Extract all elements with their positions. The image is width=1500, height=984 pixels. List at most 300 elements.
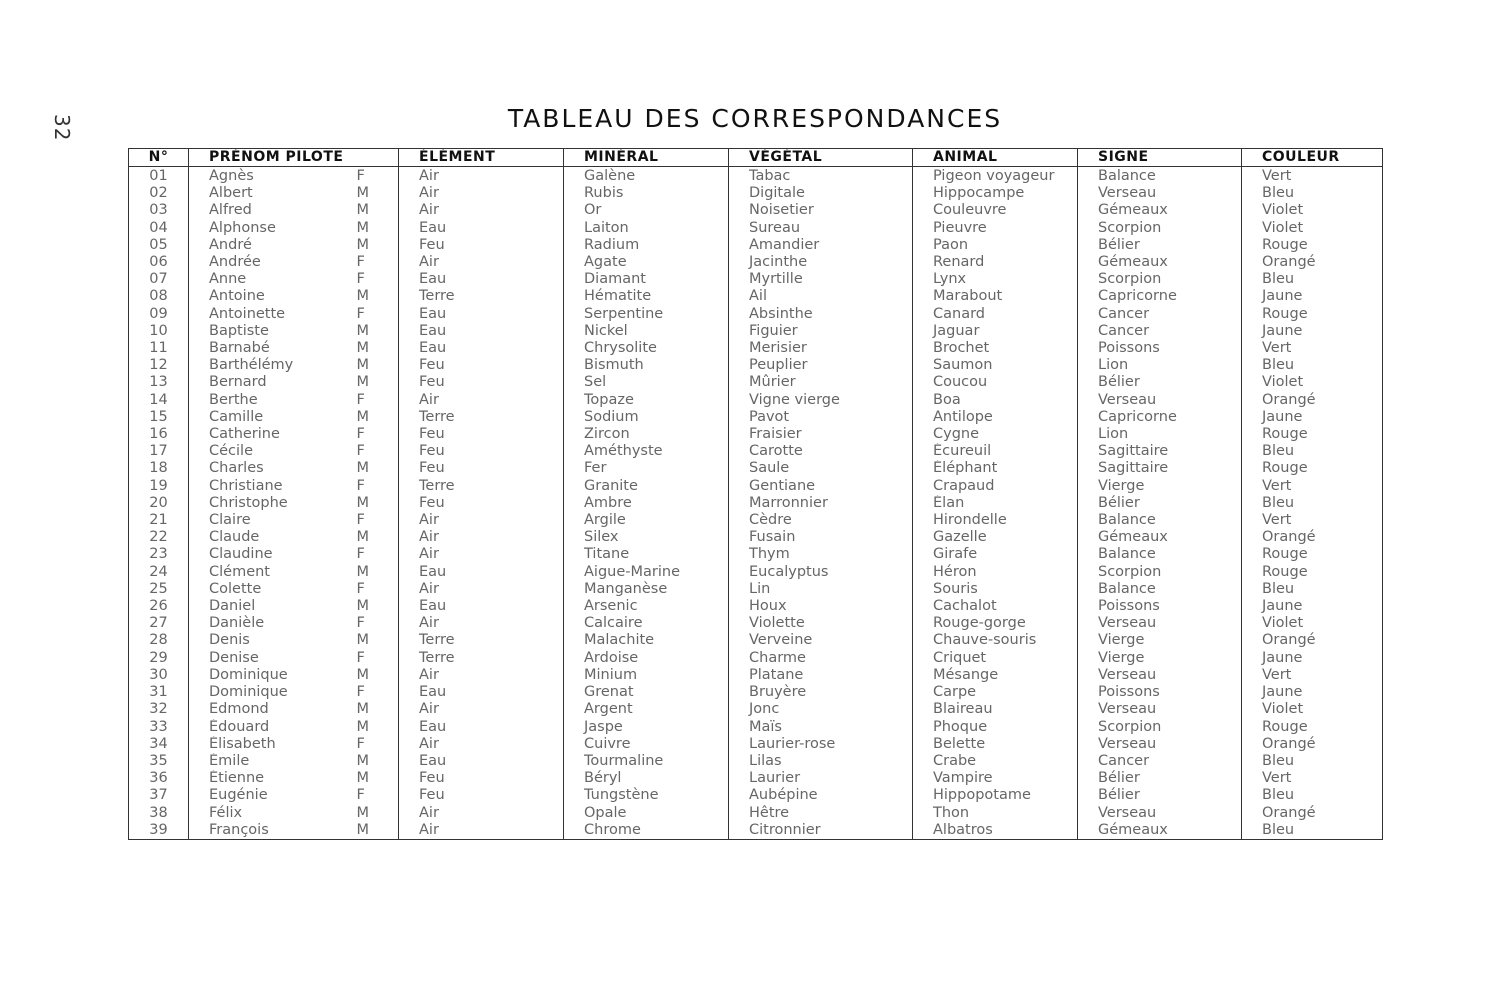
cell-prenom: Berthe	[189, 392, 357, 409]
table-row	[129, 495, 1383, 512]
cell-signe: Bélier	[1078, 770, 1242, 787]
cell-animal: Brochet	[913, 340, 1078, 357]
cell-num: 39	[149, 821, 168, 838]
cell-signe: Scorpion	[1078, 220, 1242, 237]
cell-animal: Crapaud	[913, 478, 1078, 495]
cell-mineral: Nickel	[564, 323, 729, 340]
table-row	[129, 409, 1383, 426]
cell-vegetal: Cèdre	[729, 512, 913, 529]
cell-sex: M	[356, 752, 370, 769]
cell-couleur: Bleu	[1242, 753, 1383, 770]
cell-element: Air	[399, 581, 564, 598]
cell-num: 14	[149, 391, 168, 408]
cell-element: Air	[399, 167, 564, 186]
cell-sex: M	[356, 408, 370, 425]
cell-vegetal: Hêtre	[729, 805, 913, 822]
cell-animal: Renard	[913, 254, 1078, 271]
cell-animal: Phoque	[913, 719, 1078, 736]
header-animal: ANIMAL	[913, 149, 1078, 167]
cell-element: Eau	[399, 753, 564, 770]
cell-couleur: Rouge	[1242, 306, 1383, 323]
table-row	[129, 684, 1383, 701]
cell-vegetal: Laurier-rose	[729, 736, 913, 753]
cell-prenom: Anne	[189, 271, 357, 288]
cell-sex: M	[356, 460, 370, 477]
cell-animal: Écureuil	[913, 443, 1078, 460]
cell-mineral: Diamant	[564, 271, 729, 288]
cell-vegetal: Amandier	[729, 237, 913, 254]
cell-num: 38	[149, 804, 168, 821]
cell-signe: Sagittaire	[1078, 460, 1242, 477]
cell-animal: Couleuvre	[913, 202, 1078, 219]
cell-element: Feu	[399, 426, 564, 443]
cell-sex: F	[356, 168, 365, 184]
cell-signe: Verseau	[1078, 667, 1242, 684]
cell-num: 36	[149, 770, 168, 787]
cell-prenom: Christiane	[189, 478, 357, 495]
cell-couleur: Orangé	[1242, 392, 1383, 409]
cell-vegetal: Pavot	[729, 409, 913, 426]
cell-num: 21	[149, 512, 168, 529]
cell-prenom: Clément	[189, 564, 357, 581]
cell-mineral: Manganèse	[564, 581, 729, 598]
cell-prenom: Barthélémy	[189, 357, 357, 374]
table-row	[129, 357, 1383, 374]
cell-num: 11	[149, 340, 168, 357]
table-row	[129, 581, 1383, 598]
cell-vegetal: Vigne vierge	[729, 392, 913, 409]
cell-sex: F	[356, 426, 365, 443]
cell-prenom: Edmond	[189, 701, 357, 718]
cell-element: Eau	[399, 564, 564, 581]
cell-signe: Verseau	[1078, 615, 1242, 632]
cell-num: 37	[149, 787, 168, 804]
cell-animal: Jaguar	[913, 323, 1078, 340]
cell-vegetal: Ail	[729, 288, 913, 305]
cell-element: Air	[399, 254, 564, 271]
cell-signe: Gémeaux	[1078, 202, 1242, 219]
cell-num: 04	[149, 219, 168, 236]
cell-prenom: François	[189, 822, 357, 840]
table-row	[129, 770, 1383, 787]
cell-mineral: Radium	[564, 237, 729, 254]
cell-animal: Hirondelle	[913, 512, 1078, 529]
cell-signe: Lion	[1078, 426, 1242, 443]
cell-vegetal: Noisetier	[729, 202, 913, 219]
cell-element: Feu	[399, 237, 564, 254]
cell-couleur: Rouge	[1242, 237, 1383, 254]
cell-num: 27	[149, 615, 168, 632]
cell-mineral: Argile	[564, 512, 729, 529]
cell-element: Feu	[399, 460, 564, 477]
cell-vegetal: Peuplier	[729, 357, 913, 374]
header-couleur: COULEUR	[1242, 149, 1383, 167]
cell-couleur: Rouge	[1242, 460, 1383, 477]
cell-animal: Mésange	[913, 667, 1078, 684]
cell-couleur: Orangé	[1242, 805, 1383, 822]
cell-element: Feu	[399, 374, 564, 391]
table-row	[129, 650, 1383, 667]
cell-couleur: Rouge	[1242, 546, 1383, 563]
cell-num: 16	[149, 426, 168, 443]
cell-animal: Albatros	[913, 822, 1078, 840]
table-row	[129, 719, 1383, 736]
header-vegetal: VÉGÉTAL	[729, 149, 913, 167]
cell-element: Air	[399, 392, 564, 409]
header-element: ÉLÉMENT	[399, 149, 564, 167]
cell-animal: Éléphant	[913, 460, 1078, 477]
cell-animal: Saumon	[913, 357, 1078, 374]
cell-element: Air	[399, 202, 564, 219]
cell-num: 34	[149, 735, 168, 752]
cell-vegetal: Marronnier	[729, 495, 913, 512]
cell-signe: Bélier	[1078, 787, 1242, 804]
table-body	[129, 167, 1383, 840]
cell-mineral: Améthyste	[564, 443, 729, 460]
cell-element: Eau	[399, 340, 564, 357]
cell-couleur: Orangé	[1242, 254, 1383, 271]
cell-mineral: Ardoise	[564, 650, 729, 667]
cell-signe: Verseau	[1078, 736, 1242, 753]
cell-vegetal: Violette	[729, 615, 913, 632]
cell-animal: Belette	[913, 736, 1078, 753]
cell-mineral: Zircon	[564, 426, 729, 443]
cell-animal: Élan	[913, 495, 1078, 512]
cell-sex: M	[356, 185, 370, 202]
cell-element: Feu	[399, 495, 564, 512]
cell-mineral: Opale	[564, 805, 729, 822]
cell-signe: Balance	[1078, 512, 1242, 529]
cell-prenom: Claude	[189, 529, 357, 546]
cell-couleur: Vert	[1242, 667, 1383, 684]
cell-prenom: Claudine	[189, 546, 357, 563]
cell-num: 05	[149, 236, 168, 253]
cell-signe: Vierge	[1078, 478, 1242, 495]
cell-vegetal: Tabac	[729, 167, 913, 186]
cell-prenom: André	[189, 237, 357, 254]
cell-signe: Scorpion	[1078, 564, 1242, 581]
cell-signe: Balance	[1078, 546, 1242, 563]
cell-prenom: Daniel	[189, 598, 357, 615]
cell-sex: F	[356, 684, 365, 701]
cell-element: Eau	[399, 220, 564, 237]
cell-prenom: Albert	[189, 185, 357, 202]
cell-element: Terre	[399, 650, 564, 667]
cell-element: Air	[399, 736, 564, 753]
cell-num: 02	[149, 185, 168, 202]
cell-element: Eau	[399, 684, 564, 701]
cell-mineral: Malachite	[564, 632, 729, 649]
cell-sex: F	[356, 271, 365, 288]
cell-mineral: Fer	[564, 460, 729, 477]
cell-signe: Poissons	[1078, 598, 1242, 615]
cell-animal: Antilope	[913, 409, 1078, 426]
cell-prenom: Agnès	[189, 167, 357, 186]
cell-element: Air	[399, 615, 564, 632]
cell-prenom: Émile	[189, 753, 357, 770]
cell-signe: Verseau	[1078, 392, 1242, 409]
table-row	[129, 598, 1383, 615]
cell-element: Air	[399, 512, 564, 529]
cell-prenom: Alphonse	[189, 220, 357, 237]
cell-animal: Pieuvre	[913, 220, 1078, 237]
table-row	[129, 392, 1383, 409]
table-row	[129, 667, 1383, 684]
cell-vegetal: Myrtille	[729, 271, 913, 288]
cell-animal: Pigeon voyageur	[913, 167, 1078, 186]
cell-vegetal: Fraisier	[729, 426, 913, 443]
cell-sex: M	[356, 374, 370, 391]
cell-sex: M	[356, 236, 370, 253]
cell-sex: M	[356, 322, 370, 339]
cell-animal: Girafe	[913, 546, 1078, 563]
cell-sex: M	[356, 357, 370, 374]
cell-prenom: Cécile	[189, 443, 357, 460]
cell-vegetal: Platane	[729, 667, 913, 684]
cell-sex: M	[356, 821, 370, 838]
table-row	[129, 426, 1383, 443]
cell-signe: Bélier	[1078, 374, 1242, 391]
cell-couleur: Bleu	[1242, 185, 1383, 202]
cell-animal: Rouge-gorge	[913, 615, 1078, 632]
cell-animal: Marabout	[913, 288, 1078, 305]
cell-sex: F	[356, 735, 365, 752]
cell-sex: F	[356, 787, 365, 804]
cell-num: 10	[149, 322, 168, 339]
cell-prenom: Barnabé	[189, 340, 357, 357]
cell-mineral: Bismuth	[564, 357, 729, 374]
table-row	[129, 632, 1383, 649]
cell-signe: Cancer	[1078, 753, 1242, 770]
table-row	[129, 254, 1383, 271]
cell-mineral: Silex	[564, 529, 729, 546]
cell-mineral: Aigue-Marine	[564, 564, 729, 581]
cell-vegetal: Carotte	[729, 443, 913, 460]
cell-vegetal: Digitale	[729, 185, 913, 202]
cell-animal: Lynx	[913, 271, 1078, 288]
cell-vegetal: Fusain	[729, 529, 913, 546]
cell-num: 32	[149, 701, 168, 718]
cell-sex: M	[356, 494, 370, 511]
cell-vegetal: Jacinthe	[729, 254, 913, 271]
cell-animal: Cygne	[913, 426, 1078, 443]
cell-sex: M	[356, 563, 370, 580]
table-row	[129, 306, 1383, 323]
cell-animal: Paon	[913, 237, 1078, 254]
table-row	[129, 220, 1383, 237]
cell-prenom: Baptiste	[189, 323, 357, 340]
cell-prenom: Antoinette	[189, 306, 357, 323]
cell-couleur: Rouge	[1242, 719, 1383, 736]
table-row	[129, 787, 1383, 804]
cell-sex: M	[356, 718, 370, 735]
cell-vegetal: Lilas	[729, 753, 913, 770]
table-row	[129, 237, 1383, 254]
cell-num: 22	[149, 529, 168, 546]
cell-animal: Thon	[913, 805, 1078, 822]
table-row	[129, 478, 1383, 495]
table-row	[129, 167, 1383, 186]
cell-vegetal: Aubépine	[729, 787, 913, 804]
cell-num: 07	[149, 271, 168, 288]
cell-prenom: Édouard	[189, 719, 357, 736]
cell-vegetal: Saule	[729, 460, 913, 477]
cell-mineral: Galène	[564, 167, 729, 186]
cell-signe: Balance	[1078, 581, 1242, 598]
cell-num: 08	[149, 288, 168, 305]
table-row	[129, 512, 1383, 529]
cell-sex: F	[356, 580, 365, 597]
cell-couleur: Violet	[1242, 220, 1383, 237]
cell-signe: Balance	[1078, 167, 1242, 186]
cell-element: Air	[399, 529, 564, 546]
cell-prenom: Christophe	[189, 495, 357, 512]
cell-prenom: Alfred	[189, 202, 357, 219]
cell-element: Air	[399, 701, 564, 718]
cell-vegetal: Sureau	[729, 220, 913, 237]
cell-element: Air	[399, 185, 564, 202]
cell-couleur: Bleu	[1242, 822, 1383, 840]
cell-signe: Capricorne	[1078, 288, 1242, 305]
cell-element: Terre	[399, 632, 564, 649]
table-row	[129, 822, 1383, 840]
cell-prenom: Camille	[189, 409, 357, 426]
table-row	[129, 564, 1383, 581]
cell-couleur: Jaune	[1242, 684, 1383, 701]
cell-element: Eau	[399, 719, 564, 736]
cell-couleur: Bleu	[1242, 495, 1383, 512]
cell-mineral: Béryl	[564, 770, 729, 787]
cell-prenom: Bernard	[189, 374, 357, 391]
cell-sex: F	[356, 305, 365, 322]
table-row	[129, 805, 1383, 822]
cell-element: Air	[399, 546, 564, 563]
cell-vegetal: Charme	[729, 650, 913, 667]
cell-animal: Canard	[913, 306, 1078, 323]
cell-num: 33	[149, 718, 168, 735]
cell-mineral: Laiton	[564, 220, 729, 237]
cell-mineral: Chrome	[564, 822, 729, 840]
cell-num: 23	[149, 546, 168, 563]
cell-prenom: Denis	[189, 632, 357, 649]
cell-element: Air	[399, 805, 564, 822]
cell-num: 03	[149, 202, 168, 219]
cell-num: 25	[149, 580, 168, 597]
cell-animal: Gazelle	[913, 529, 1078, 546]
cell-vegetal: Verveine	[729, 632, 913, 649]
table-row	[129, 374, 1383, 391]
cell-signe: Verseau	[1078, 701, 1242, 718]
cell-sex: M	[356, 666, 370, 683]
header-prenom: PRÉNOM PILOTE	[189, 149, 357, 167]
table-row	[129, 323, 1383, 340]
cell-vegetal: Mûrier	[729, 374, 913, 391]
cell-signe: Cancer	[1078, 323, 1242, 340]
cell-sex: F	[356, 443, 365, 460]
cell-sex: M	[356, 340, 370, 357]
cell-couleur: Violet	[1242, 701, 1383, 718]
cell-mineral: Or	[564, 202, 729, 219]
cell-couleur: Vert	[1242, 167, 1383, 186]
table-row	[129, 271, 1383, 288]
cell-element: Terre	[399, 409, 564, 426]
cell-signe: Vierge	[1078, 632, 1242, 649]
cell-prenom: Colette	[189, 581, 357, 598]
cell-animal: Carpe	[913, 684, 1078, 701]
cell-signe: Gémeaux	[1078, 254, 1242, 271]
cell-mineral: Serpentine	[564, 306, 729, 323]
cell-prenom: Élisabeth	[189, 736, 357, 753]
cell-sex: M	[356, 219, 370, 236]
cell-mineral: Arsenic	[564, 598, 729, 615]
cell-sex: M	[356, 598, 370, 615]
cell-element: Air	[399, 667, 564, 684]
cell-mineral: Tungstène	[564, 787, 729, 804]
header-signe: SIGNE	[1078, 149, 1242, 167]
cell-sex: F	[356, 546, 365, 563]
cell-vegetal: Figuier	[729, 323, 913, 340]
table-row	[129, 529, 1383, 546]
cell-couleur: Jaune	[1242, 650, 1383, 667]
cell-prenom: Félix	[189, 805, 357, 822]
cell-element: Feu	[399, 787, 564, 804]
cell-prenom: Dominique	[189, 684, 357, 701]
page-title: TABLEAU DES CORRESPONDANCES	[507, 104, 1003, 133]
table-row	[129, 288, 1383, 305]
cell-mineral: Ambre	[564, 495, 729, 512]
cell-signe: Gémeaux	[1078, 529, 1242, 546]
cell-signe: Vierge	[1078, 650, 1242, 667]
cell-sex: M	[356, 202, 370, 219]
cell-couleur: Rouge	[1242, 426, 1383, 443]
cell-prenom: Charles	[189, 460, 357, 477]
cell-prenom: Catherine	[189, 426, 357, 443]
cell-couleur: Vert	[1242, 340, 1383, 357]
cell-num: 15	[149, 408, 168, 425]
cell-signe: Cancer	[1078, 306, 1242, 323]
header-num: N°	[129, 149, 189, 167]
table-row	[129, 202, 1383, 219]
cell-signe: Lion	[1078, 357, 1242, 374]
cell-mineral: Titane	[564, 546, 729, 563]
cell-signe: Verseau	[1078, 805, 1242, 822]
table-row	[129, 340, 1383, 357]
cell-vegetal: Absinthe	[729, 306, 913, 323]
cell-element: Eau	[399, 306, 564, 323]
cell-element: Eau	[399, 323, 564, 340]
cell-couleur: Jaune	[1242, 598, 1383, 615]
cell-num: 20	[149, 494, 168, 511]
cell-vegetal: Maïs	[729, 719, 913, 736]
cell-vegetal: Gentiane	[729, 478, 913, 495]
cell-animal: Héron	[913, 564, 1078, 581]
cell-sex: M	[356, 701, 370, 718]
cell-sex: M	[356, 770, 370, 787]
cell-prenom: Claire	[189, 512, 357, 529]
cell-mineral: Minium	[564, 667, 729, 684]
cell-signe: Bélier	[1078, 495, 1242, 512]
cell-mineral: Cuivre	[564, 736, 729, 753]
cell-sex: M	[356, 804, 370, 821]
cell-num: 01	[149, 168, 168, 184]
table-row	[129, 460, 1383, 477]
cell-num: 13	[149, 374, 168, 391]
cell-signe: Scorpion	[1078, 271, 1242, 288]
cell-animal: Criquet	[913, 650, 1078, 667]
cell-element: Terre	[399, 478, 564, 495]
table-row	[129, 615, 1383, 632]
cell-sex: F	[356, 615, 365, 632]
